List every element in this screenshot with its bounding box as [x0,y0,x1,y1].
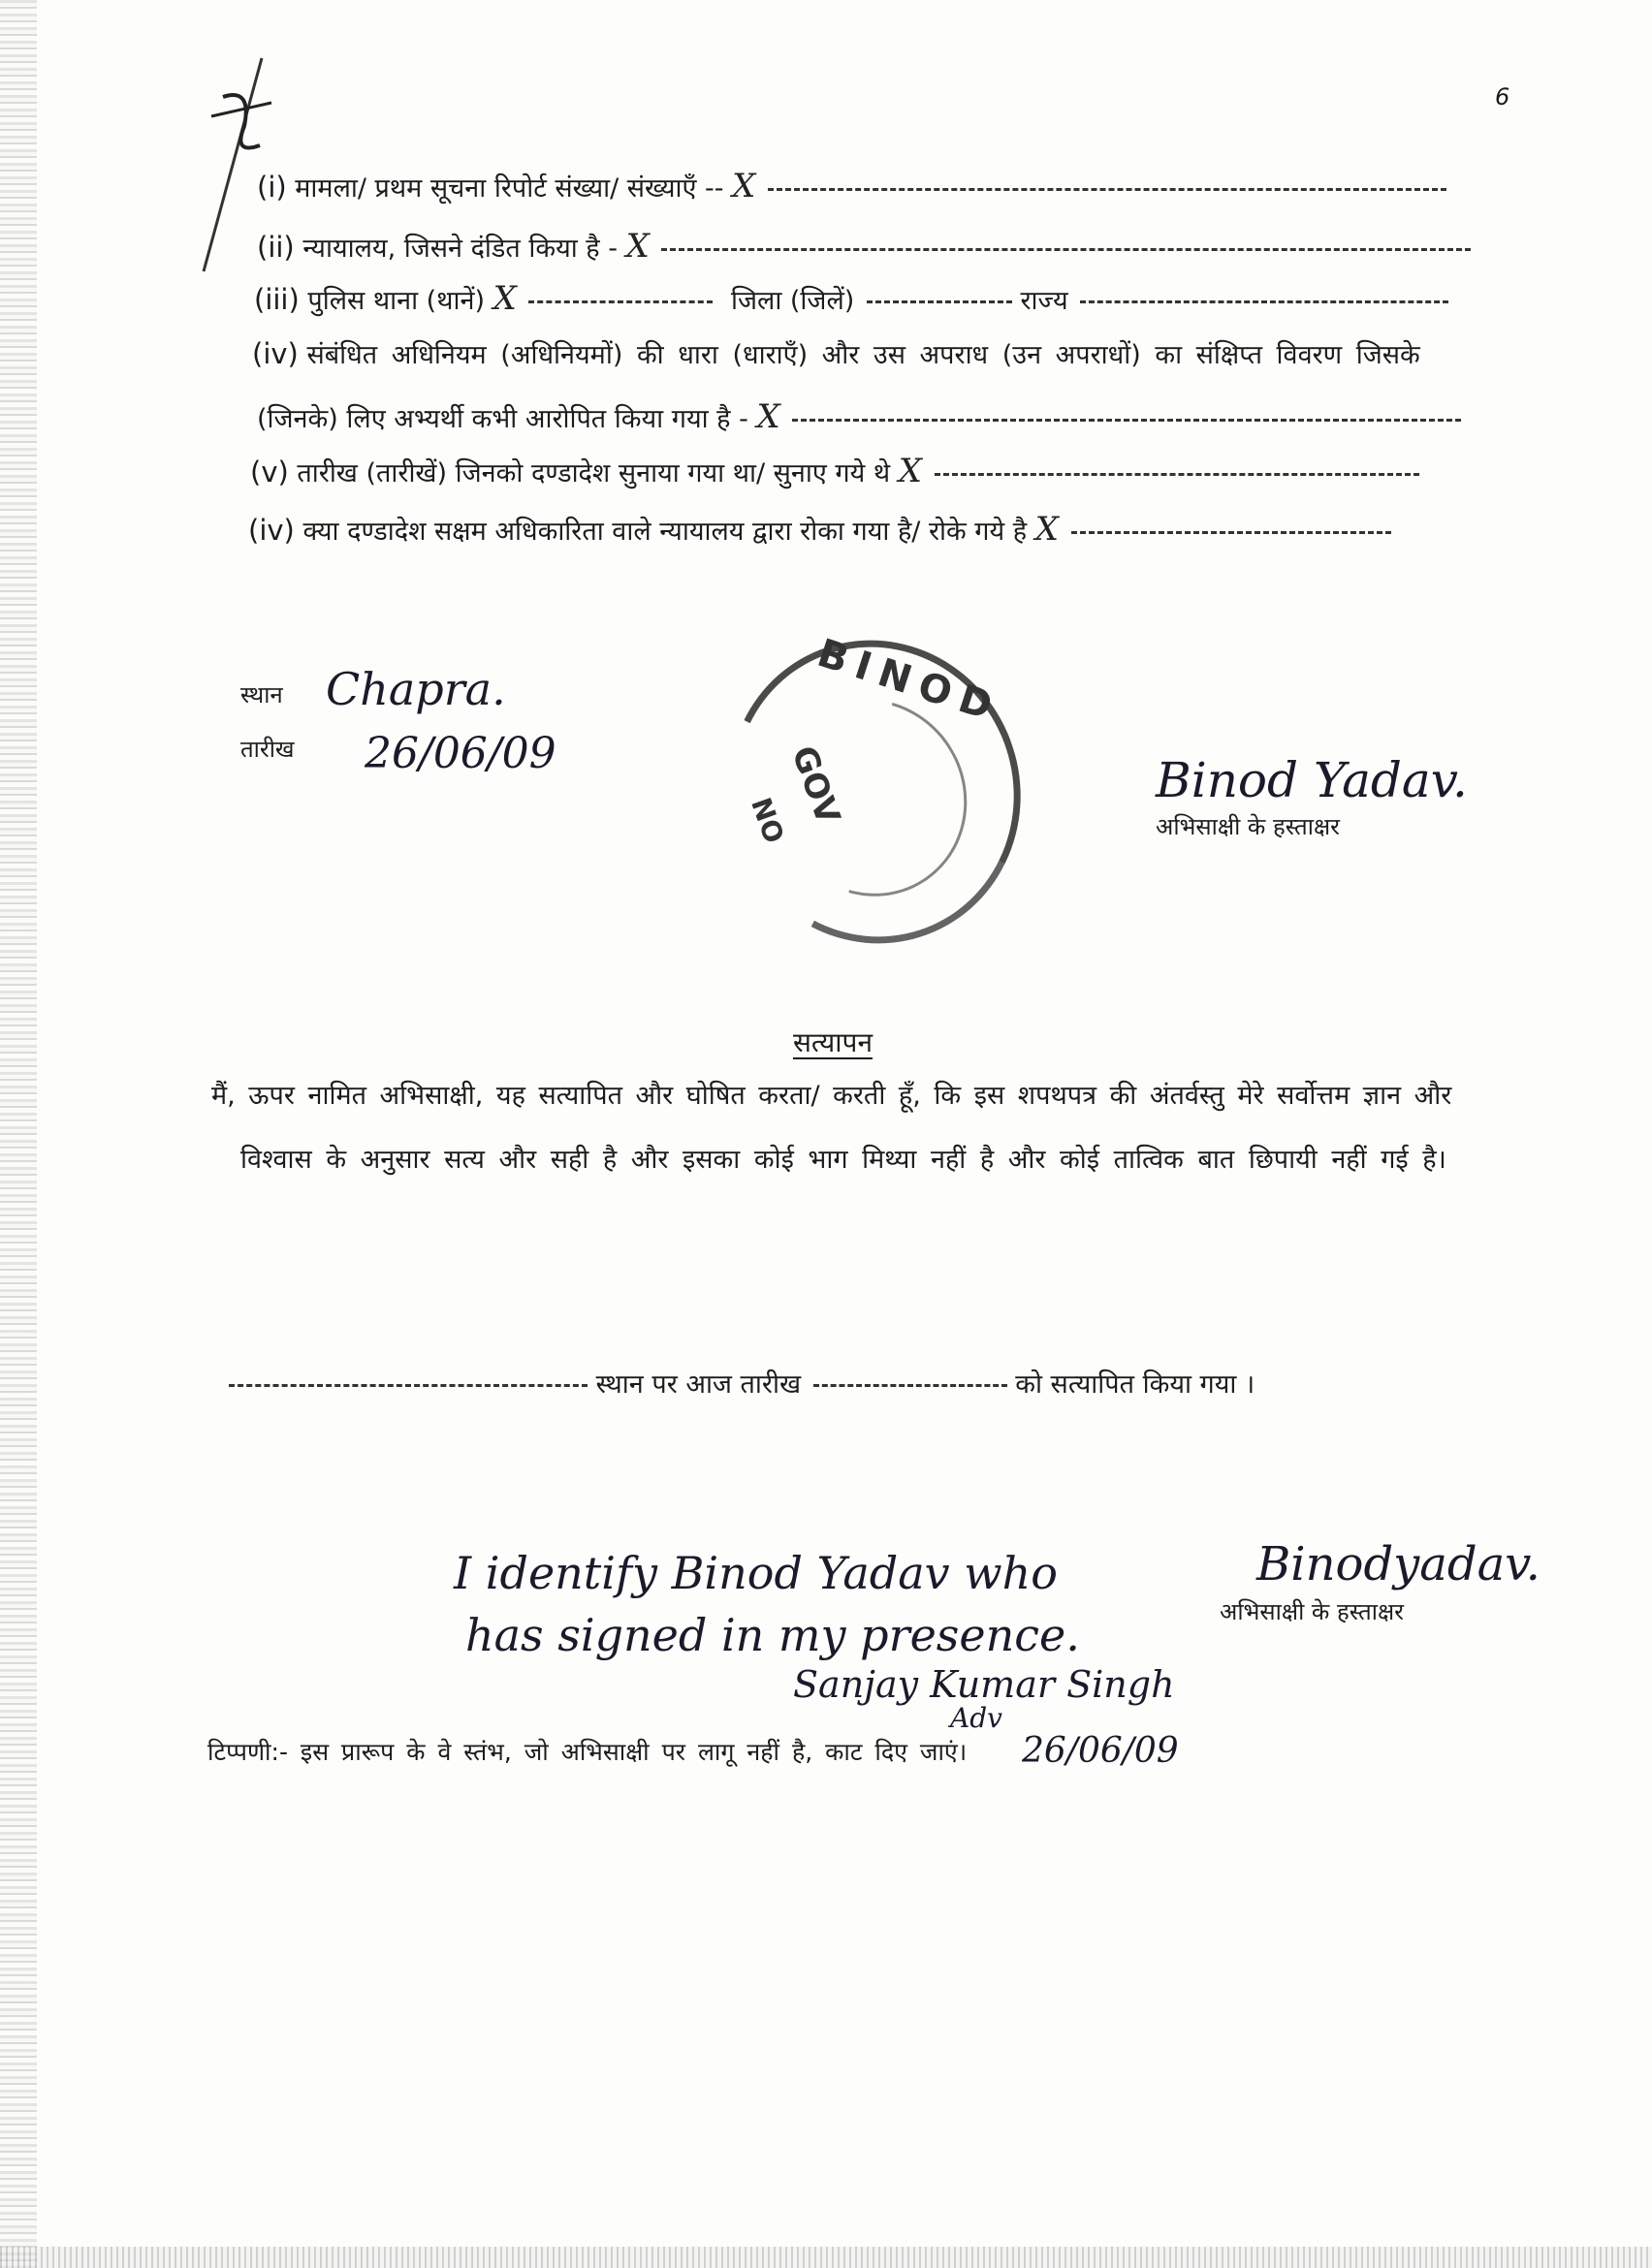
item-1: (i) मामला/ प्रथम सूचना रिपोर्ट संख्या/ संख्याएँ -- X [257,167,1446,205]
cross-mark: X [492,279,517,318]
signature-caption-2: अभिसाक्षी के हस्ताक्षर [1220,1598,1404,1625]
cross-mark: X [1034,510,1059,549]
advocate-signature: Sanjay Kumar Singh [793,1663,1175,1706]
stamp-text: GOV [783,740,847,830]
signature-caption: अभिसाक्षी के हस्ताक्षर [1156,813,1340,840]
stamp-text: BINOD [811,630,1007,733]
verification-place-date: स्थान पर आज तारीख को सत्यापित किया गया । [229,1365,1255,1401]
signature-deponent-2: Binodyadav. [1256,1537,1541,1591]
item-6: (iv) क्या दण्डादेश सक्षम अधिकारिता वाले न्यायालय द्वारा रोका गया है/ रोके गये है X [248,510,1391,549]
date-value: 26/06/09 [365,729,556,778]
stamp-text: NO [745,793,791,848]
cross-mark: X [732,167,756,205]
footnote: टिप्पणी:- इस प्रारूप के वे स्तंभ, जो अभिसाक्षी पर लागू नहीं है, काट दिए जाएं। [207,1738,968,1766]
identification-line-2: has signed in my presence. [465,1609,1080,1661]
signature-deponent: Binod Yadav. [1156,752,1468,808]
place-label: स्थान [240,681,283,709]
identification-line-1: I identify Binod Yadav who [454,1547,1058,1599]
item-4: (iv) संबंधित अधिनियम (अधिनियमों) की धारा (धाराएँ) और उस अपराध (उन अपराधों) का संक्षिप्त विवरण जिसके [252,337,1420,370]
verification-line-1: मैं, ऊपर नामित अभिसाक्षी, यह सत्यापित और घोषित करता/ करती हूँ, कि इस शपथपत्र की अंतर्वस्तु मेरे सर्वोत्तम ज्ञान और [211,1081,1452,1111]
page-number: 6 [1495,83,1510,110]
date-label: तारीख [240,736,295,763]
item-4-continued: (जिनके) लिए अभ्यर्थी कभी आरोपित किया गया है - X [257,397,1461,436]
scan-edge-left [0,0,37,2268]
place-value: Chapra. [326,663,506,715]
scan-edge-bottom [0,2247,1652,2268]
advocate-title: Adv [950,1702,1002,1734]
item-2: (ii) न्यायालय, जिसने दंडित किया है - X [257,227,1471,266]
cross-mark: X [756,397,780,436]
verification-line-2: विश्वास के अनुसार सत्य और सही है और इसका कोई भाग मिथ्या नहीं है और कोई तात्विक बात छिपायी नहीं गई है। [240,1145,1446,1175]
cross-mark: X [625,227,650,266]
verification-heading: सत्यापन [793,1026,873,1058]
item-3: (iii) पुलिस थाना (थानें) X जिला (जिलें) राज्य [254,279,1448,318]
identification-date: 26/06/09 [1022,1731,1179,1771]
item-5: (v) तारीख (तारीखें) जिनको दण्डादेश सुनाया गया था/ सुनाए गये थे X [250,452,1419,490]
cross-mark: X [898,452,922,490]
